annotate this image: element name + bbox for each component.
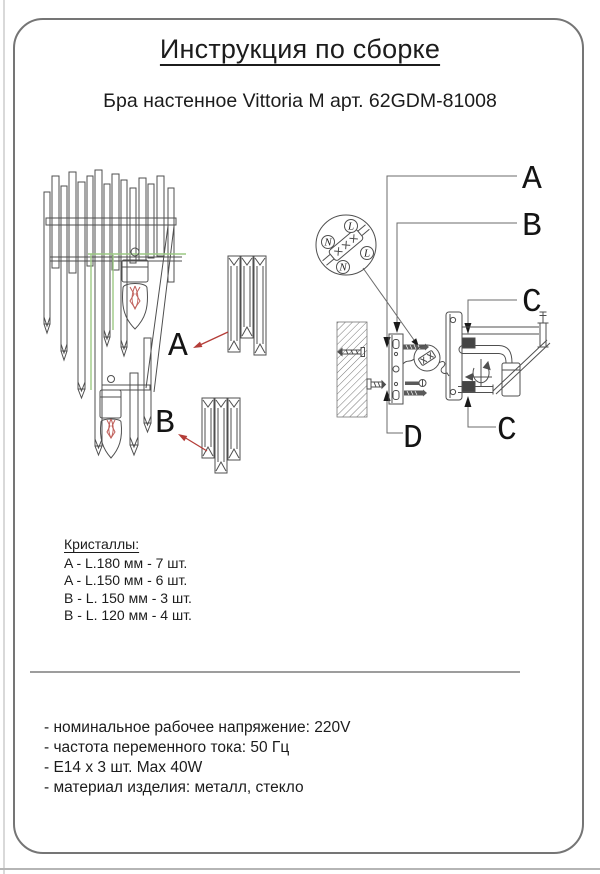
mount-label-c-bottom: C bbox=[497, 412, 517, 449]
crystals-list bbox=[64, 536, 192, 625]
lamp-assembly-diagram bbox=[30, 148, 310, 493]
green-guide-lines bbox=[88, 254, 186, 390]
terminal-letter-l2: L bbox=[363, 247, 371, 260]
crystal-item: A - L.150 мм - 6 шт. bbox=[64, 572, 188, 588]
terminal-letter-n1: N bbox=[324, 236, 332, 249]
red-arrow-a bbox=[193, 332, 228, 348]
crystal-item: B - L. 150 мм - 3 шт. bbox=[64, 589, 192, 606]
terminal-letter-n2: N bbox=[339, 261, 347, 274]
mounting-diagram bbox=[300, 148, 595, 468]
upper-bulb-icon bbox=[122, 248, 148, 329]
product-name: Бра настенное Vittoria M арт. 62GDM-81008 bbox=[103, 90, 497, 112]
crystal-item: B - L. 120 мм - 4 шт. bbox=[64, 607, 192, 623]
lower-bulb-icon bbox=[100, 376, 150, 459]
crystals-heading: Кристаллы: bbox=[64, 536, 140, 552]
lamp-label-b: B bbox=[155, 405, 175, 442]
crystal-strips-a bbox=[228, 256, 266, 355]
mounting-plate bbox=[389, 334, 403, 404]
red-arrow-b bbox=[178, 434, 207, 451]
mount-label-a: A bbox=[522, 161, 542, 198]
spec-item: - номинальное рабочее напряжение: 220V bbox=[44, 719, 351, 736]
lamp-bracket-assembly bbox=[446, 312, 550, 400]
spec-item: - материал изделия: металл, стекло bbox=[44, 779, 304, 796]
spec-item: - частота переменного тока: 50 Гц bbox=[44, 739, 290, 756]
lamp-label-a: A bbox=[168, 328, 188, 365]
terminal-in-context bbox=[403, 345, 449, 376]
mounting-screw-icon bbox=[367, 379, 386, 389]
mount-label-c-top: C bbox=[522, 284, 542, 321]
wall-section bbox=[337, 322, 367, 417]
upper-bulb-filament bbox=[130, 286, 140, 309]
specs-list bbox=[44, 718, 350, 798]
terminal-letter-l1: L bbox=[347, 220, 355, 233]
lower-bulb-filament bbox=[107, 419, 115, 438]
scan-edge-bottom bbox=[0, 868, 600, 870]
mount-label-d: D bbox=[403, 420, 423, 457]
page-title-text: Инструкция по сборке bbox=[159, 34, 441, 64]
mount-label-b: B bbox=[522, 208, 542, 245]
crystal-strips-b bbox=[202, 398, 240, 473]
leader-arrowheads bbox=[383, 322, 471, 407]
scan-edge-left bbox=[3, 0, 5, 874]
spec-item: - E14 x 3 шт. Max 40W bbox=[44, 759, 203, 776]
page-title bbox=[0, 34, 600, 65]
divider-line bbox=[30, 671, 520, 673]
crystal-item: A - L.180 мм - 7 шт. bbox=[64, 554, 188, 571]
